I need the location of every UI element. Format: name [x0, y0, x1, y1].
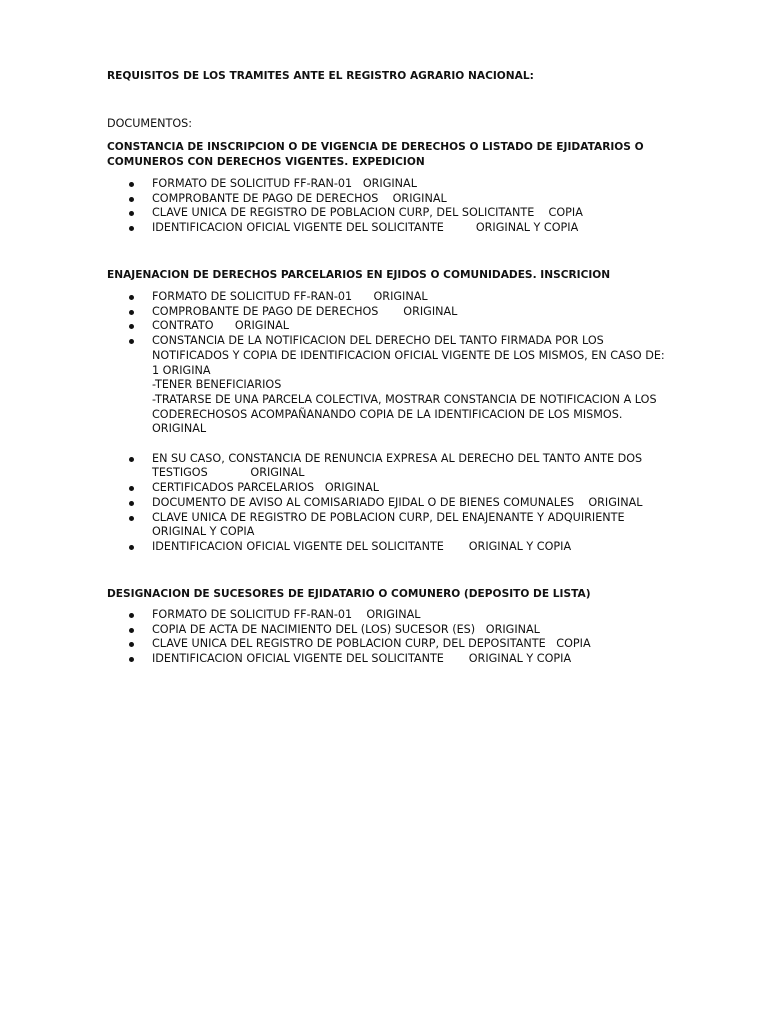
- bullet-icon: [129, 339, 134, 344]
- documents-label: DOCUMENTOS:: [107, 117, 193, 130]
- bullet-icon: [129, 657, 134, 662]
- list-item: FORMATO DE SOLICITUD FF-RAN-01 ORIGINAL: [107, 177, 667, 192]
- list-item: IDENTIFICACION OFICIAL VIGENTE DEL SOLICITANTE ORIGINAL Y COPIA: [107, 221, 667, 236]
- list-item: IDENTIFICACION OFICIAL VIGENTE DEL SOLICITANTE ORIGINAL Y COPIA: [107, 540, 667, 555]
- list-item: EN SU CASO, CONSTANCIA DE RENUNCIA EXPRESA AL DERECHO DEL TANTO ANTE DOS TESTIGOS ORIGINAL: [107, 452, 667, 481]
- bullet-icon: [129, 197, 134, 202]
- section-list-constancia: [107, 177, 667, 236]
- bullet-icon: [129, 295, 134, 300]
- document-title: REQUISITOS DE LOS TRAMITES ANTE EL REGISTRO AGRARIO NACIONAL:: [107, 70, 534, 82]
- list-item: COPIA DE ACTA DE NACIMIENTO DEL (LOS) SUCESOR (ES) ORIGINAL: [107, 623, 667, 638]
- bullet-icon: [129, 642, 134, 647]
- list-item: CONTRATO ORIGINAL: [107, 319, 667, 334]
- bullet-icon: [129, 501, 134, 506]
- list-item: COMPROBANTE DE PAGO DE DERECHOS ORIGINAL: [107, 192, 667, 207]
- section-heading-constancia: CONSTANCIA DE INSCRIPCION O DE VIGENCIA DE DERECHOS O LISTADO DE EJIDATARIOS O COMUNEROS CON DERECHOS VIGENTES. EXPEDICION: [107, 141, 648, 168]
- list-item: COMPROBANTE DE PAGO DE DERECHOS ORIGINAL: [107, 305, 667, 320]
- list-item: CONSTANCIA DE LA NOTIFICACION DEL DERECHO DEL TANTO FIRMADA POR LOS NOTIFICADOS Y COPIA DE IDENTIFICACION OFICIAL VIGENTE DE LOS MISMOS, EN CASO DE: 1 ORIGINA -TENER BENEFICIARIOS -TRATARSE DE UNA PARCELA COLECTIVA, MOSTRAR CONSTANCIA DE NOTIFICACION A LOS CODERECHOSOS ACOMPAÑANANDO COPIA DE LA IDENTIFICACION DE LOS MISMOS. ORIGINAL: [107, 334, 667, 437]
- bullet-icon: [129, 226, 134, 231]
- list-item: DOCUMENTO DE AVISO AL COMISARIADO EJIDAL O DE BIENES COMUNALES ORIGINAL: [107, 496, 667, 511]
- bullet-icon: [129, 628, 134, 633]
- bullet-icon: [129, 486, 134, 491]
- section-list-enajenacion: [107, 290, 667, 555]
- list-item: CERTIFICADOS PARCELARIOS ORIGINAL: [107, 481, 667, 496]
- list-item: CLAVE UNICA DE REGISTRO DE POBLACION CURP, DEL SOLICITANTE COPIA: [107, 206, 667, 221]
- section-list-designacion: [107, 608, 667, 667]
- section-heading-enajenacion: ENAJENACION DE DERECHOS PARCELARIOS EN EJIDOS O COMUNIDADES. INSCRICION: [107, 269, 611, 281]
- list-item: CLAVE UNICA DE REGISTRO DE POBLACION CURP, DEL ENAJENANTE Y ADQUIRIENTE ORIGINAL Y COPIA: [107, 511, 667, 540]
- list-item: IDENTIFICACION OFICIAL VIGENTE DEL SOLICITANTE ORIGINAL Y COPIA: [107, 652, 667, 667]
- list-item: CLAVE UNICA DEL REGISTRO DE POBLACION CURP, DEL DEPOSITANTE COPIA: [107, 637, 667, 652]
- list-item: FORMATO DE SOLICITUD FF-RAN-01 ORIGINAL: [107, 608, 667, 623]
- bullet-icon: [129, 613, 134, 618]
- bullet-icon: [129, 324, 134, 329]
- bullet-icon: [129, 182, 134, 187]
- section-heading-designacion: DESIGNACION DE SUCESORES DE EJIDATARIO O COMUNERO (DEPOSITO DE LISTA): [107, 588, 591, 600]
- list-item: FORMATO DE SOLICITUD FF-RAN-01 ORIGINAL: [107, 290, 667, 305]
- bullet-icon: [129, 516, 134, 521]
- bullet-icon: [129, 545, 134, 550]
- bullet-icon: [129, 457, 134, 462]
- bullet-icon: [129, 211, 134, 216]
- bullet-icon: [129, 310, 134, 315]
